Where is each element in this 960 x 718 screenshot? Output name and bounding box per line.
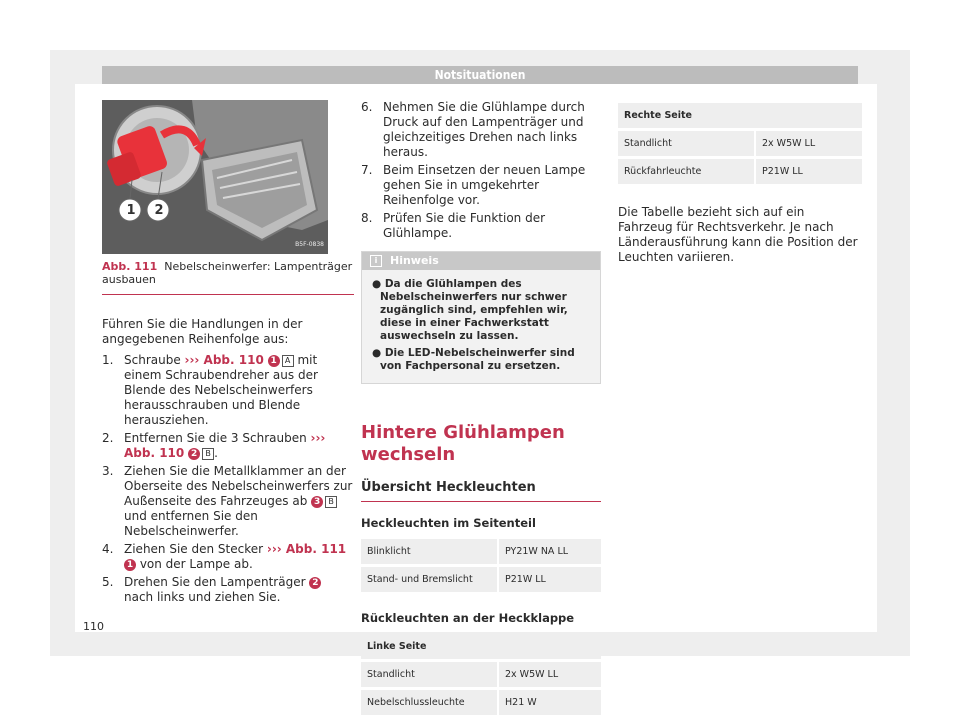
note-item-text: Die LED-Nebelscheinwerfer sind von Fachpersonal zu ersetzen. — [380, 347, 575, 372]
table-row — [361, 662, 601, 687]
table-cell: P21W LL — [499, 567, 601, 592]
step-text: und entfernen Sie den Nebelscheinwerfer. — [124, 509, 258, 538]
column-left — [102, 100, 354, 608]
step-item — [361, 100, 601, 160]
step-item — [102, 542, 354, 572]
figure-fog-light — [102, 100, 328, 254]
figure-caption — [102, 260, 354, 295]
table-cell: Nebelschlussleuchte — [361, 690, 499, 715]
step-number: 2. — [102, 431, 114, 445]
table-cell: Stand- und Bremslicht — [361, 567, 499, 592]
table-title: Rückleuchten an der Heckklappe — [361, 611, 575, 625]
table-note: Die Tabelle bezieht sich auf ein Fahrzeug für Rechtsverkehr. Je nach Länderausführung kann die Position der Leuchten variieren. — [618, 205, 858, 264]
table-cell: 2x W5W LL — [499, 662, 601, 687]
figure-reference-link[interactable]: ››› Abb. 110 — [124, 431, 326, 460]
note-box-header — [362, 252, 600, 270]
table-cell: Standlicht — [618, 131, 756, 156]
table-row — [618, 131, 862, 156]
fog-light-illustration — [102, 100, 328, 254]
step-text: Entfernen Sie die 3 Schrauben — [124, 431, 311, 445]
step-number: 6. — [361, 100, 373, 114]
table-row — [361, 539, 601, 564]
step-text: Beim Einsetzen der neuen Lampe gehen Sie in umgekehrter Reihenfolge vor. — [383, 163, 586, 207]
callout-1: 1 — [126, 203, 136, 218]
step-item — [361, 211, 601, 241]
steps-list-1 — [102, 353, 354, 605]
step-number: 3. — [102, 464, 114, 478]
callout-2: 2 — [154, 203, 164, 218]
table-title: Heckleuchten im Seitenteil — [361, 516, 536, 530]
step-item — [361, 163, 601, 208]
step-text: Prüfen Sie die Funktion der Glühlampe. — [383, 211, 546, 240]
table-cell: Rückfahrleuchte — [618, 159, 756, 184]
step-item — [102, 575, 354, 605]
table-cell: H21 W — [499, 690, 601, 715]
step-number: 4. — [102, 542, 114, 556]
step-text: mit einem Schraubendreher aus der Blende des Nebelscheinwerfers herausschrauben und Blende herausziehen. — [124, 353, 318, 427]
table-cell: Blinklicht — [361, 539, 499, 564]
figure-reference-link[interactable]: ››› Abb. 110 — [184, 353, 264, 367]
step-text: Ziehen Sie den Stecker — [124, 542, 267, 556]
step-number: 8. — [361, 211, 373, 225]
figure-part-marker: B — [202, 448, 214, 460]
section-title: Hintere Glühlampen wechseln — [361, 422, 565, 465]
table-row — [361, 690, 601, 715]
figure-reference-link[interactable]: ››› Abb. 111 — [266, 542, 347, 556]
intro-text: Führen Sie die Handlungen in der angegebenen Reihenfolge aus: — [102, 317, 303, 346]
table-cell: P21W LL — [756, 159, 862, 184]
figure-caption-number: Abb. 111 — [102, 260, 158, 273]
figure-part-marker: B — [325, 496, 337, 508]
note-box-title: Hinweis — [390, 254, 439, 267]
step-item — [102, 464, 354, 539]
step-text: von der Lampe ab. — [136, 557, 253, 571]
table-cell: Standlicht — [361, 662, 499, 687]
step-text: Ziehen Sie die Metallklammer an der Oberseite des Nebelscheinwerfers zur Außenseite des Fahrzeuges ab — [124, 464, 353, 508]
figure-caption-text: Nebelscheinwerfer: Lampenträger ausbauen — [102, 260, 353, 286]
table-row — [361, 567, 601, 592]
note-item: ● Die LED-Nebelscheinwerfer sind von Fachpersonal zu ersetzen. — [372, 347, 575, 372]
table-row — [618, 159, 862, 184]
bulb-table-tailgate-right — [618, 100, 862, 187]
step-text: . — [214, 446, 218, 460]
table-header: Linke Seite — [361, 634, 601, 659]
figure-code: B5F-0838 — [295, 241, 324, 248]
column-middle — [361, 100, 601, 718]
callout-marker: 3 — [311, 496, 323, 508]
note-item-text: Da die Glühlampen des Nebelscheinwerfers nur schwer zugänglich sind, empfehlen wir, diese in einer Fachwerkstatt auswechseln zu lassen. — [380, 278, 568, 342]
table-cell: PY21W NA LL — [499, 539, 601, 564]
callout-marker: 1 — [124, 559, 136, 571]
chapter-header: Notsituationen — [102, 66, 858, 84]
note-box — [361, 251, 601, 384]
step-number: 7. — [361, 163, 373, 177]
steps-list-2 — [361, 100, 601, 241]
info-icon: i — [370, 255, 382, 267]
step-text: Drehen Sie den Lampenträger — [124, 575, 310, 589]
callout-marker: 1 — [268, 355, 280, 367]
step-item — [102, 353, 354, 428]
page-number: 110 — [83, 620, 104, 633]
table-header-row — [361, 634, 601, 659]
note-item: ● Da die Glühlampen des Nebelscheinwerfers nur schwer zugänglich sind, empfehlen wir, diese in einer Fachwerkstatt auswechseln zu lassen. — [372, 278, 568, 342]
step-text: Schraube — [124, 353, 185, 367]
step-text: nach links und ziehen Sie. — [124, 590, 281, 604]
subsection-title: Übersicht Heckleuchten — [361, 480, 601, 502]
step-number: 5. — [102, 575, 114, 589]
table-header-row — [618, 103, 862, 128]
bulb-table-tailgate-left — [361, 631, 601, 718]
figure-part-marker: A — [282, 355, 294, 367]
note-box-body — [362, 270, 600, 383]
step-text: Nehmen Sie die Glühlampe durch Druck auf den Lampenträger und gleichzeitiges Drehen nach links heraus. — [383, 100, 585, 159]
column-right — [618, 100, 862, 265]
step-number: 1. — [102, 353, 114, 367]
callout-marker: 2 — [309, 577, 321, 589]
bulb-table-side — [361, 536, 601, 595]
step-item — [102, 431, 354, 461]
table-cell: 2x W5W LL — [756, 131, 862, 156]
table-header: Rechte Seite — [618, 103, 862, 128]
callout-marker: 2 — [188, 448, 200, 460]
page-content — [75, 84, 877, 708]
